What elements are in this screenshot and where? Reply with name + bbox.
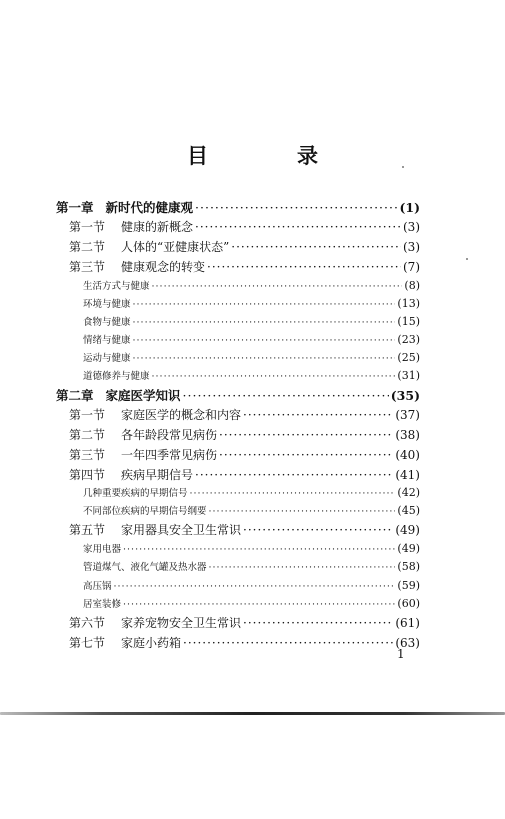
dot-leader <box>209 506 396 517</box>
toc-entry <box>83 332 420 346</box>
toc-entry <box>83 350 420 364</box>
toc-entry-page: (38) <box>395 428 420 442</box>
toc-entry-title: 家庭医学知识 <box>105 388 181 403</box>
toc-entry-label <box>83 596 121 610</box>
section-number: 第四节 <box>69 468 106 482</box>
toc-entry-page: (3) <box>403 240 420 254</box>
toc-entry-label <box>69 521 241 538</box>
toc-entry-title: 各年龄段常见病伤 <box>121 428 218 442</box>
dot-leader <box>209 562 396 573</box>
dot-leader <box>195 220 401 234</box>
dot-leader <box>183 388 389 403</box>
toc-entry-label <box>56 198 193 216</box>
dot-leader <box>195 468 393 482</box>
toc-entry-page: (13) <box>397 297 420 310</box>
page-number: 1 <box>397 647 405 661</box>
dot-leader <box>231 240 401 254</box>
toc-entry-title: 管道煤气、液化气罐及热水器 <box>83 562 207 573</box>
toc-entry-title: 家养宠物安全卫生常识 <box>121 616 242 630</box>
toc-entry-title: 健康观念的转变 <box>121 260 206 274</box>
toc-entry-title: 健康的新概念 <box>121 220 194 234</box>
section-number: 第五节 <box>69 523 106 537</box>
toc-entry <box>69 466 420 483</box>
dot-leader <box>133 317 396 328</box>
toc-entry-label <box>69 238 229 255</box>
toc-entry-page: (58) <box>397 560 420 573</box>
section-number: 第六节 <box>69 616 106 630</box>
toc-entry-label <box>83 296 131 310</box>
toc-entry-label <box>83 541 121 555</box>
toc-entry-page: (59) <box>397 579 420 592</box>
toc-entry-label <box>69 446 217 463</box>
toc-entry-label <box>83 332 131 346</box>
toc-entry-page: (37) <box>395 408 420 422</box>
toc-entry-title: 人体的“亚健康状态” <box>121 240 230 254</box>
toc-entry <box>83 596 420 610</box>
toc-entry-page: (35) <box>390 388 420 403</box>
scan-speck <box>402 166 404 168</box>
scan-speck <box>466 258 468 260</box>
toc-entry <box>83 278 420 292</box>
toc-entry-title: 道德修养与健康 <box>83 371 150 382</box>
toc-entry <box>83 559 420 573</box>
section-number: 第三节 <box>69 448 106 462</box>
toc-entry-label <box>83 503 207 517</box>
toc-entry <box>56 198 420 216</box>
toc-entry-label <box>83 485 188 499</box>
toc-entry <box>83 368 420 382</box>
toc-entry-page: (63) <box>395 636 420 650</box>
toc-entry-title: 生活方式与健康 <box>83 281 150 292</box>
toc-entry <box>69 614 420 631</box>
toc-entry <box>69 218 420 235</box>
toc-entry-title: 一年四季常见病伤 <box>121 448 218 462</box>
toc-entry <box>83 314 420 328</box>
toc-entry-title: 环境与健康 <box>83 299 131 310</box>
dot-leader <box>123 599 395 610</box>
toc-entry-title: 运动与健康 <box>83 353 131 364</box>
dot-leader <box>152 281 403 292</box>
section-number: 第二节 <box>69 428 106 442</box>
dot-leader <box>243 523 393 537</box>
dot-leader <box>243 616 393 630</box>
chapter-number: 第一章 <box>56 200 94 215</box>
toc-entry-page: (23) <box>397 333 420 346</box>
toc-entry-title: 新时代的健康观 <box>105 200 194 215</box>
toc-entry-label <box>69 218 193 235</box>
toc-entry <box>83 485 420 499</box>
toc-entry-page: (49) <box>397 542 420 555</box>
toc-entry-title: 情绪与健康 <box>83 335 131 346</box>
toc-entry-label <box>83 368 150 382</box>
toc-entry-label <box>83 314 131 328</box>
toc-entry-title: 家庭医学的概念和内容 <box>121 408 242 422</box>
toc-entry <box>83 541 420 555</box>
toc-entry-page: (8) <box>404 279 420 292</box>
toc-entry <box>69 406 420 423</box>
toc-entry-title: 居室装修 <box>83 599 122 610</box>
toc-entry-label <box>69 614 241 631</box>
toc-entry-page: (3) <box>403 220 420 234</box>
toc-entry-title: 不同部位疾病的早期信号纲要 <box>83 506 207 517</box>
dot-leader <box>190 488 396 499</box>
toc-entry <box>69 446 420 463</box>
dot-leader <box>219 448 393 462</box>
dot-leader <box>133 299 396 310</box>
toc-entry-page: (49) <box>395 523 420 537</box>
toc-entry <box>69 238 420 255</box>
toc-entry-page: (42) <box>397 486 420 499</box>
toc-entry <box>69 426 420 443</box>
dot-leader <box>133 335 396 346</box>
toc-entry-label <box>83 559 207 573</box>
toc-entry-label <box>83 278 150 292</box>
toc-entry-label <box>83 578 112 592</box>
toc-entry-label <box>69 634 181 651</box>
toc-entry-title: 家用器具安全卫生常识 <box>121 523 242 537</box>
dot-leader <box>123 544 395 555</box>
toc-entry-page: (7) <box>403 260 420 274</box>
dot-leader <box>114 581 396 592</box>
scan-edge-line <box>0 712 505 715</box>
dot-leader <box>207 260 401 274</box>
toc-entry-title: 几种重要疾病的早期信号 <box>83 488 188 499</box>
toc-entry-page: (45) <box>397 504 420 517</box>
section-number: 第七节 <box>69 636 106 650</box>
dot-leader <box>195 200 397 215</box>
toc-entry <box>69 634 420 651</box>
toc-entry-label <box>69 258 205 275</box>
dot-leader <box>183 636 393 650</box>
section-number: 第二节 <box>69 240 106 254</box>
dot-leader <box>243 408 393 422</box>
toc-entry <box>83 503 420 517</box>
toc-entry-page: (15) <box>397 315 420 328</box>
toc-entry-page: (1) <box>399 200 420 215</box>
section-number: 第一节 <box>69 408 106 422</box>
toc-entry <box>56 386 420 404</box>
toc-entry-page: (60) <box>397 597 420 610</box>
page-title: 目 录 <box>187 143 352 168</box>
toc-entry <box>83 578 420 592</box>
toc-entry-label <box>83 350 131 364</box>
toc-entry-page: (31) <box>397 369 420 382</box>
toc-entry-label <box>69 466 193 483</box>
toc-entry <box>69 258 420 275</box>
toc-entry-label <box>56 386 181 404</box>
toc-entry-title: 食物与健康 <box>83 317 131 328</box>
section-number: 第一节 <box>69 220 106 234</box>
dot-leader <box>133 353 396 364</box>
toc-entry-label <box>69 426 217 443</box>
toc-entry-title: 疾病早期信号 <box>121 468 194 482</box>
dot-leader <box>219 428 393 442</box>
toc-entry <box>83 296 420 310</box>
toc-entry-label <box>69 406 241 423</box>
toc-entry-title: 家用电器 <box>83 544 122 555</box>
toc-entry-title: 家庭小药箱 <box>121 636 182 650</box>
toc-entry <box>69 521 420 538</box>
toc-entry-page: (25) <box>397 351 420 364</box>
toc-entry-page: (41) <box>395 468 420 482</box>
chapter-number: 第二章 <box>56 388 94 403</box>
toc-entry-page: (40) <box>395 448 420 462</box>
section-number: 第三节 <box>69 260 106 274</box>
toc-entry-page: (61) <box>395 616 420 630</box>
dot-leader <box>152 371 396 382</box>
toc-entry-title: 高压锅 <box>83 581 112 592</box>
